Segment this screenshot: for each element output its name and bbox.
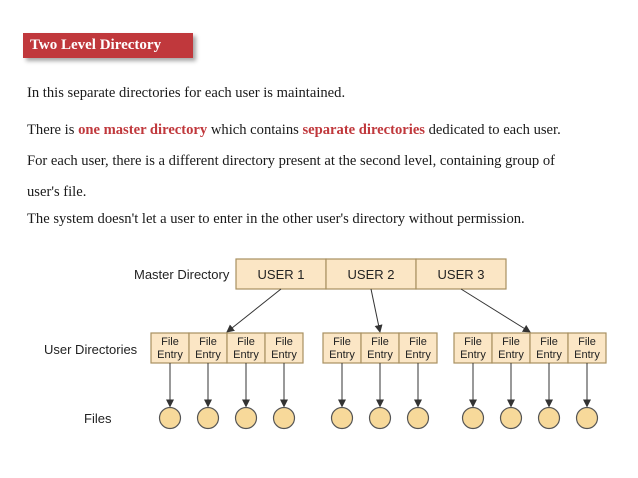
highlight-separate-directories: separate directories [302,122,425,138]
file-circle [463,408,484,429]
file-entry-label: Entry [574,349,600,361]
file-entry-label: Entry [329,349,355,361]
file-entry-label: File [578,336,596,348]
master-cell-label-1: USER 1 [257,267,305,282]
file-circle [160,408,181,429]
file-entry-label: File [464,336,482,348]
file-entry-label: Entry [271,349,297,361]
file-entry-label: File [237,336,255,348]
arrow-user-1 [227,289,281,332]
file-entry-label: Entry [157,349,183,361]
file-circle [370,408,391,429]
diagram-body [151,259,606,429]
file-entry-label: File [409,336,427,348]
file-circle [577,408,598,429]
arrow-user-2 [371,289,380,332]
file-circle [198,408,219,429]
file-entry-label: Entry [405,349,431,361]
file-circle [236,408,257,429]
text-line-2-mid: which contains [207,122,303,138]
file-entry-label: File [371,336,389,348]
file-circle [501,408,522,429]
file-circle [332,408,353,429]
text-line-2-pre: There is [27,122,79,138]
files-label: Files [84,411,112,426]
highlight-master-directory: one master directory [78,122,208,138]
file-entry-label: File [275,336,293,348]
file-entry-label: File [333,336,351,348]
file-circle [408,408,429,429]
text-line-1: In this separate directories for each user is maintained. [27,85,346,101]
file-entry-label: Entry [367,349,393,361]
text-line-3: For each user, there is a different directory present at the second level, containing group of [27,153,555,169]
user-directories-label: User Directories [44,342,138,357]
file-entry-label: Entry [195,349,221,361]
file-entry-label: Entry [536,349,562,361]
text-line-2-post: dedicated to each user. [424,122,561,138]
file-entry-label: Entry [460,349,486,361]
slide-title: Two Level Directory [23,33,193,58]
master-cell-label-3: USER 3 [437,267,485,282]
file-entry-label: Entry [498,349,524,361]
master-directory-label: Master Directory [134,267,230,282]
file-entry-label: File [502,336,520,348]
file-circle [539,408,560,429]
file-entry-label: File [540,336,558,348]
file-entry-label: Entry [233,349,259,361]
file-entry-label: File [161,336,179,348]
text-line-4: user's file. [27,184,87,200]
arrow-user-3 [461,289,530,332]
master-cell-label-2: USER 2 [347,267,395,282]
text-line-5: The system doesn't let a user to enter in the other user's directory without permission. [27,211,525,227]
file-circle [274,408,295,429]
file-entry-label: File [199,336,217,348]
